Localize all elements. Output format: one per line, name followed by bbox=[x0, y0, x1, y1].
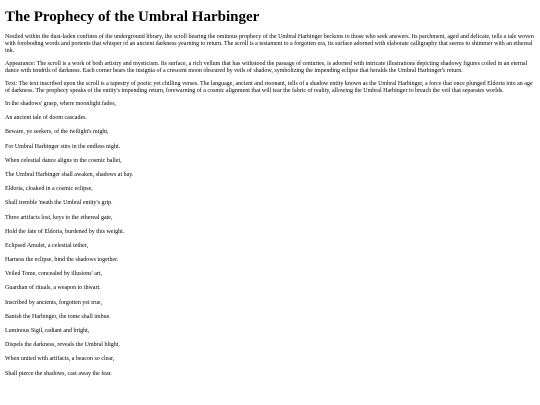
verse-line: Veiled Tome, concealed by illusions' art, bbox=[5, 271, 103, 278]
verse-line: Harness the eclipse, bind the shadows together. bbox=[5, 257, 119, 264]
verse-line: When united with artifacts, a beacon so clear, bbox=[5, 356, 115, 363]
verse-line: The Umbral Harbinger shall awaken, shadows at bay. bbox=[5, 171, 134, 178]
verse-line: Inscribed by ancients, forgotten yet true, bbox=[5, 299, 103, 306]
verse-line: Guardian of rituals, a weapon to thwart. bbox=[5, 285, 101, 292]
verse-line: Eclipsed Amulet, a celestial tether, bbox=[5, 242, 89, 249]
verse-line: Luminous Sigil, radiant and bright, bbox=[5, 328, 90, 334]
text-paragraph: Text: The text inscribed upon the scroll is a tapestry of poetic yet chilling verses. The language, ancient and resonant, tells of a shadow entity known as the Umbral Harbinger, a force that once plunged Eldoria into an age of darkness. The prophecy speaks of the entity's impending return, forewarning of a cosmic alignment that will tear the fabric of reality, allowing the Umbral Harbinger to breach the veil that separates worlds. bbox=[5, 81, 533, 94]
verse-line: For Umbral Harbinger stirs in the endless night. bbox=[5, 143, 120, 150]
verse-line: In the shadows' grasp, where moonlight fades, bbox=[5, 101, 117, 107]
verse-line: Hold the fate of Eldoria, burdened by this weight. bbox=[5, 228, 125, 235]
page-title: The Prophecy of the Umbral Harbinger bbox=[5, 9, 260, 25]
appearance-paragraph: Appearance: The scroll is a work of both artistry and mysticism. Its surface, a rich vellum that has withstood the passage of centuries, is adorned with intricate illustrations depicting shadowy figures coiled in an eternal dance with tendrils of darkness. Each corner bears the insignia of a crescent moon obscured by veils of shadow, symbolizing the impending eclipse that heralds the Umbral Harbinger's return. bbox=[5, 61, 528, 74]
verse-line: Banish the Harbinger, the tome shall imbue. bbox=[5, 313, 111, 320]
intro-paragraph: Nestled within the dust-laden confines of the underground library, the scroll bearing the ominous prophecy of the Umbral Harbinger beckons to those who seek answers. Its parchment, aged and delicate, tells a tale woven with foreboding words and portents that whisper of an ancient darkness yearning to return. The scroll is a testament to a forgotten era, its surface adorned with elaborate calligraphy that seems to shimmer with an ethereal ink. bbox=[5, 34, 534, 54]
verse-list bbox=[5, 101, 535, 378]
verse-line: Three artifacts lost, keys to the ethereal gate, bbox=[5, 214, 113, 221]
verse-line: Shall pierce the shadows, cast away the fear. bbox=[5, 370, 112, 377]
verse-line: When celestial dance aligns in the cosmic ballet, bbox=[5, 157, 122, 164]
verse-line: Beware, ye seekers, of the twilight's might, bbox=[5, 129, 109, 136]
verse-line: An ancient tale of doom cascades. bbox=[5, 115, 87, 122]
verse-line: Dispels the darkness, reveals the Umbral blight. bbox=[5, 342, 120, 349]
verse-line: Eldoria, cloaked in a cosmic eclipse, bbox=[5, 186, 93, 193]
verse-line: Shall tremble 'neath the Umbral entity's grip. bbox=[5, 200, 113, 207]
